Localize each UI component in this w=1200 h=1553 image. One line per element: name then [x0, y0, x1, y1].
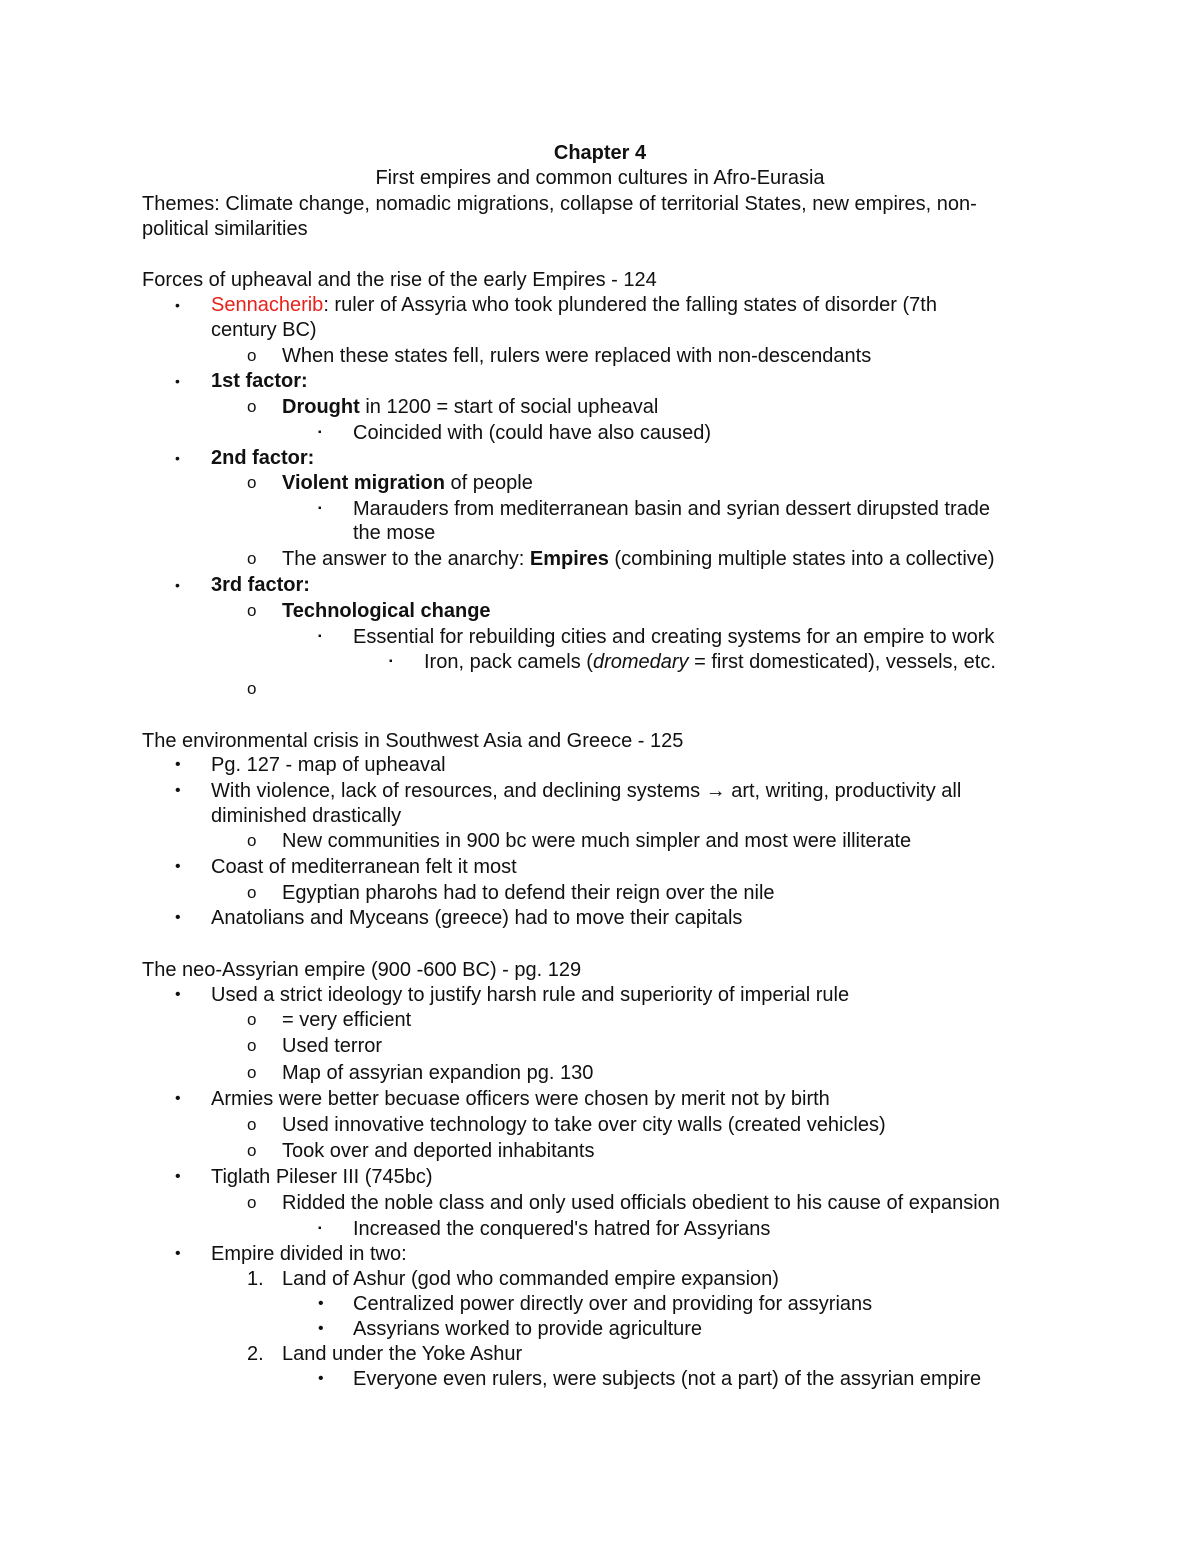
circle-marker: o	[247, 1036, 257, 1055]
list-item-text: century BC)	[211, 319, 317, 341]
list-item-tech-change: Technological change	[282, 600, 491, 622]
bullet-marker: •	[175, 450, 180, 466]
list-item-text: When these states fell, rulers were replaced with non-descendants	[282, 345, 872, 367]
list-item-text: = very efficient	[282, 1009, 412, 1031]
circle-marker: o	[247, 1010, 257, 1029]
list-item-text: Used terror	[282, 1035, 383, 1057]
list-item-text: Everyone even rulers, were subjects (not a part) of the assyrian empire	[353, 1368, 982, 1390]
circle-marker: o	[247, 1063, 257, 1082]
bullet-marker: •	[318, 1370, 324, 1387]
themes-line-1: Themes: Climate change, nomadic migrations, collapse of territorial States, new empires, non-	[142, 193, 977, 215]
list-item-violent-migration: Violent migration of people	[282, 472, 533, 494]
themes-line-2: political similarities	[142, 218, 308, 240]
list-item-text: diminished drastically	[211, 805, 402, 827]
bullet-marker: •	[175, 373, 180, 389]
list-item-text: New communities in 900 bc were much simpler and most were illiterate	[282, 830, 912, 852]
circle-marker: o	[247, 473, 257, 492]
circle-marker: o	[247, 1193, 257, 1212]
chapter-title: Chapter 4	[553, 142, 647, 164]
list-item-text: With violence, lack of resources, and declining systems → art, writing, productivity all	[211, 780, 962, 802]
bullet-marker: •	[318, 1320, 324, 1337]
list-item-text: Coincided with (could have also caused)	[353, 422, 711, 444]
circle-marker: o	[247, 679, 257, 698]
section-heading-neo-assyrian: The neo-Assyrian empire (900 -600 BC) - pg. 129	[142, 959, 582, 981]
list-item-text: the mose	[353, 522, 436, 544]
bullet-marker: •	[175, 1245, 181, 1262]
circle-marker: o	[247, 831, 257, 850]
list-item-text: Land under the Yoke Ashur	[282, 1343, 523, 1365]
bullet-marker: •	[175, 909, 181, 926]
list-item-text: Took over and deported inhabitants	[282, 1140, 595, 1162]
square-marker: ▪	[389, 656, 393, 667]
square-marker: ▪	[318, 427, 322, 438]
list-item-text: Anatolians and Myceans (greece) had to move their capitals	[211, 907, 743, 929]
factor-3-label: 3rd factor:	[211, 574, 310, 596]
circle-marker: o	[247, 601, 257, 620]
list-item-text: Assyrians worked to provide agriculture	[353, 1318, 703, 1340]
list-item-text: Land of Ashur (god who commanded empire expansion)	[282, 1268, 779, 1290]
bullet-marker: •	[175, 782, 181, 799]
sennacherib-name: Sennacherib	[211, 294, 324, 316]
circle-marker: o	[247, 1115, 257, 1134]
section-heading-environment: The environmental crisis in Southwest Asia and Greece - 125	[142, 730, 684, 752]
list-item-iron: Iron, pack camels (dromedary = first domesticated), vessels, etc.	[424, 651, 996, 673]
list-item-text: Increased the conquered's hatred for Assyrians	[353, 1218, 771, 1240]
bullet-marker: •	[175, 1090, 181, 1107]
list-item-text: Centralized power directly over and providing for assyrians	[353, 1293, 873, 1315]
circle-marker: o	[247, 397, 257, 416]
chapter-subtitle: First empires and common cultures in Afro-Eurasia	[375, 167, 825, 189]
square-marker: ▪	[318, 1223, 322, 1234]
circle-marker: o	[247, 549, 257, 568]
bullet-marker: •	[175, 986, 181, 1003]
list-item-text: Used innovative technology to take over city walls (created vehicles)	[282, 1114, 886, 1136]
list-item-empires: The answer to the anarchy: Empires (combining multiple states into a collective)	[282, 548, 995, 570]
list-item-text: Tiglath Pileser III (745bc)	[211, 1166, 433, 1188]
list-item-text: Map of assyrian expandion pg. 130	[282, 1062, 594, 1084]
list-item-text: Egyptian pharohs had to defend their reign over the nile	[282, 882, 775, 904]
factor-2-label: 2nd factor:	[211, 447, 315, 469]
list-item-text: Essential for rebuilding cities and creating systems for an empire to work	[353, 626, 995, 648]
list-item-text: Coast of mediterranean felt it most	[211, 856, 517, 878]
number-marker: 2.	[247, 1343, 264, 1365]
list-item-sennacherib: Sennacherib: ruler of Assyria who took plundered the falling states of disorder (7th	[211, 294, 937, 316]
circle-marker: o	[247, 1141, 257, 1160]
list-item-text: Empire divided in two:	[211, 1243, 407, 1265]
list-item-text: Used a strict ideology to justify harsh rule and superiority of imperial rule	[211, 984, 850, 1006]
list-item-text: Armies were better becuase officers were chosen by merit not by birth	[211, 1088, 830, 1110]
bullet-marker: •	[175, 858, 181, 875]
square-marker: ▪	[318, 631, 322, 642]
factor-1-label: 1st factor:	[211, 370, 308, 392]
bullet-marker: •	[318, 1295, 324, 1312]
list-item-text: Marauders from mediterranean basin and syrian dessert dirupsted trade	[353, 498, 990, 520]
list-item-text: Ridded the noble class and only used officials obedient to his cause of expansion	[282, 1192, 1000, 1214]
list-item-text: Pg. 127 - map of upheaval	[211, 754, 446, 776]
bullet-marker: •	[175, 577, 180, 593]
bullet-marker: •	[175, 297, 180, 313]
list-item-drought: Drought in 1200 = start of social upheaval	[282, 396, 659, 418]
bullet-marker: •	[175, 756, 181, 773]
circle-marker: o	[247, 883, 257, 902]
number-marker: 1.	[247, 1268, 264, 1290]
circle-marker: o	[247, 346, 257, 365]
bullet-marker: •	[175, 1168, 181, 1185]
section-heading-upheaval: Forces of upheaval and the rise of the early Empires - 124	[142, 269, 657, 291]
square-marker: ▪	[318, 503, 322, 514]
